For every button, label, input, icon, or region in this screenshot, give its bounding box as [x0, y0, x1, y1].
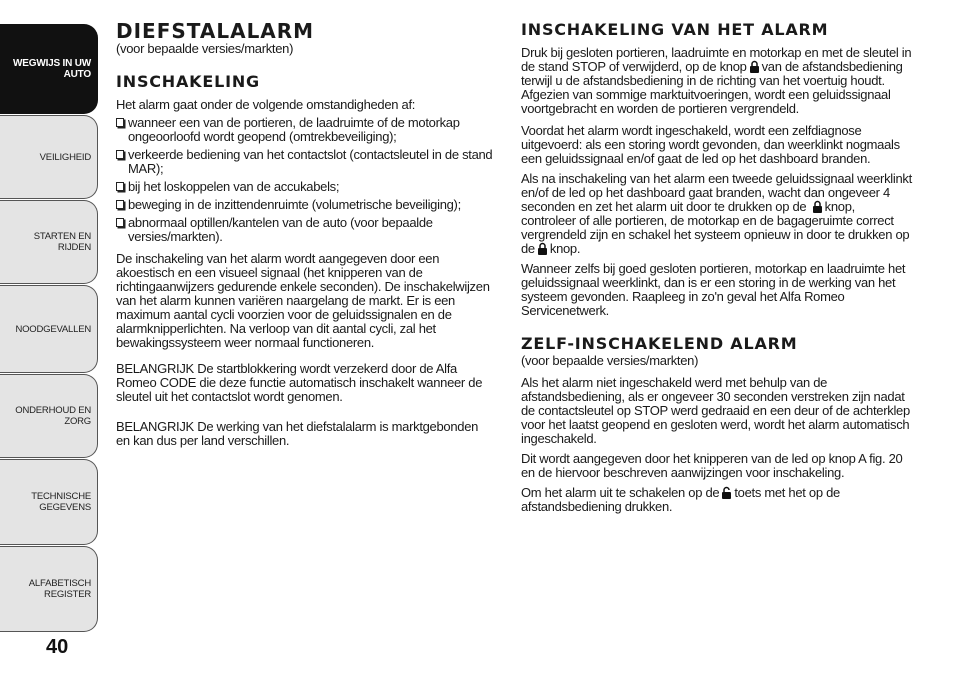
paragraph-important: BELANGRIJK De werking van het diefstalalarm is marktgebonden en kan dus per land verschillen. [116, 419, 479, 448]
paragraph-text: knop. [549, 241, 581, 256]
tab-veiligheid[interactable]: VEILIGHEID [0, 115, 98, 199]
intro-text: Het alarm gaat onder de volgende omstandigheden af: [116, 97, 416, 112]
paragraph-text: toets met het op de afstandsbediening drukken. [521, 485, 840, 514]
list-item [116, 198, 494, 212]
checkbox-bullet-icon [116, 150, 124, 159]
section-heading-zelf-inschakelend: ZELF-INSCHAKELEND ALARM [521, 334, 798, 353]
tab-alfabetisch-register[interactable]: ALFABETISCH REGISTER [0, 546, 98, 632]
checkbox-bullet-icon [116, 200, 124, 209]
paragraph [521, 172, 913, 256]
heading-note: (voor bepaalde versies/markten) [521, 353, 699, 368]
lock-icon [537, 242, 548, 255]
checkbox-bullet-icon [116, 218, 124, 227]
paragraph-text: Om het alarm uit te schakelen op de [521, 485, 720, 500]
section-heading-inschakeling-alarm: INSCHAKELING VAN HET ALARM [521, 20, 829, 39]
paragraph [521, 486, 913, 514]
list-item [116, 148, 494, 176]
paragraph-text: Als na inschakeling van het alarm een tweede geluidssignaal weerklinkt en/of de led op het dashboard gaat branden, wacht dan ongeveer 4 seconden en zet het alarm uit door te drukken op de [521, 171, 912, 214]
paragraph: De inschakeling van het alarm wordt aangegeven door een akoestisch en een visueel signaal (het knipperen van de richtingaanwijzers gedurende enkele seconden). De inschakelwijzen van het alarm kunnen variëren naargelang de markt. Er is een maximum aantal cycli voorzien voor de geluidssignalen en de alarmknipperlichten. Na verloop van dit aantal cycli, zal het bewakingssysteem weer normaal functioneren. [116, 251, 490, 350]
list-item-text: verkeerde bediening van het contactslot (contactsleutel in de stand MAR); [128, 147, 493, 176]
list-item [116, 116, 494, 144]
paragraph-text: knop, controleer of alle portieren, de motorkap en de bagageruimte correct vergrendeld zijn en schakel het systeem opnieuw in door te drukken op de [521, 199, 910, 256]
unlock-icon [721, 486, 732, 499]
paragraph-text: van de afstandsbediening terwijl u de afstandsbediening in de richting van het voertuig houdt. Afgezien van sommige marktuitvoeringen, wordt een geluidssignaal voortgebracht en worden de portieren vergrendeld. [521, 59, 903, 116]
list-item-text: bij het loskoppelen van de accukabels; [128, 179, 340, 194]
paragraph [521, 46, 913, 116]
paragraph: Als het alarm niet ingeschakeld werd met behulp van de afstandsbediening, als er ongeveer 30 seconden verstreken zijn nadat de contactsleutel op STOP werd gedraaid en een deur of de achterklep voor het laatst geopend en gesloten werd, wordt het alarm automatisch ingeschakeld. [521, 375, 910, 446]
paragraph: Voordat het alarm wordt ingeschakeld, wordt een zelfdiagnose uitgevoerd: als een storing wordt gevonden, dan weerklinkt nogmaals een geluidssignaal en/of gaat de led op het dashboard branden. [521, 123, 900, 166]
tab-wegwijs[interactable]: WEGWIJS IN UW AUTO [0, 24, 98, 114]
tab-noodgevallen[interactable]: NOODGEVALLEN [0, 285, 98, 373]
page-number: 40 [46, 636, 69, 658]
checkbox-bullet-icon [116, 118, 124, 127]
section-heading-inschakeling: INSCHAKELING [116, 72, 260, 91]
paragraph-text: Druk bij gesloten portieren, laadruimte en motorkap en met de sleutel in de stand STOP of verwijderd, op de knop [521, 45, 912, 74]
list-item [116, 216, 494, 244]
list-item-text: abnormaal optillen/kantelen van de auto (voor bepaalde versies/markten). [128, 215, 433, 244]
list-item-text: beweging in de inzittendenruimte (volumetrische beveiliging); [128, 197, 461, 212]
left-column [116, 20, 494, 448]
lock-icon [749, 60, 760, 73]
tab-technische-gegevens[interactable]: TECHNISCHE GEGEVENS [0, 459, 98, 545]
paragraph: Dit wordt aangegeven door het knipperen van de led op knop A fig. 20 en de hiervoor beschreven aanwijzingen voor inschakeling. [521, 451, 903, 480]
checkbox-bullet-icon [116, 182, 124, 191]
list-item-text: wanneer een van de portieren, de laadruimte of de motorkap ongeoorloofd wordt geopend (omtrekbeveiliging); [128, 115, 460, 144]
list-item [116, 180, 494, 194]
right-column [521, 20, 913, 514]
paragraph-important: BELANGRIJK De startblokkering wordt verzekerd door de Alfa Romeo CODE die deze functie automatisch inschakelt wanneer de sleutel uit het contactslot wordt genomen. [116, 361, 483, 404]
tab-onderhoud-en-zorg[interactable]: ONDERHOUD EN ZORG [0, 374, 98, 458]
page-title: DIEFSTALALARM [116, 19, 315, 43]
tab-starten-en-rijden[interactable]: STARTEN EN RIJDEN [0, 200, 98, 284]
lock-icon [812, 200, 823, 213]
title-note: (voor bepaalde versies/markten) [116, 41, 294, 56]
paragraph: Wanneer zelfs bij goed gesloten portieren, motorkap en laadruimte het geluidssignaal weerklinkt, dan is er een storing in de werking van het systeem gevonden. Raapleeg in zo'n geval het Alfa Romeo Servicenetwerk. [521, 261, 906, 318]
